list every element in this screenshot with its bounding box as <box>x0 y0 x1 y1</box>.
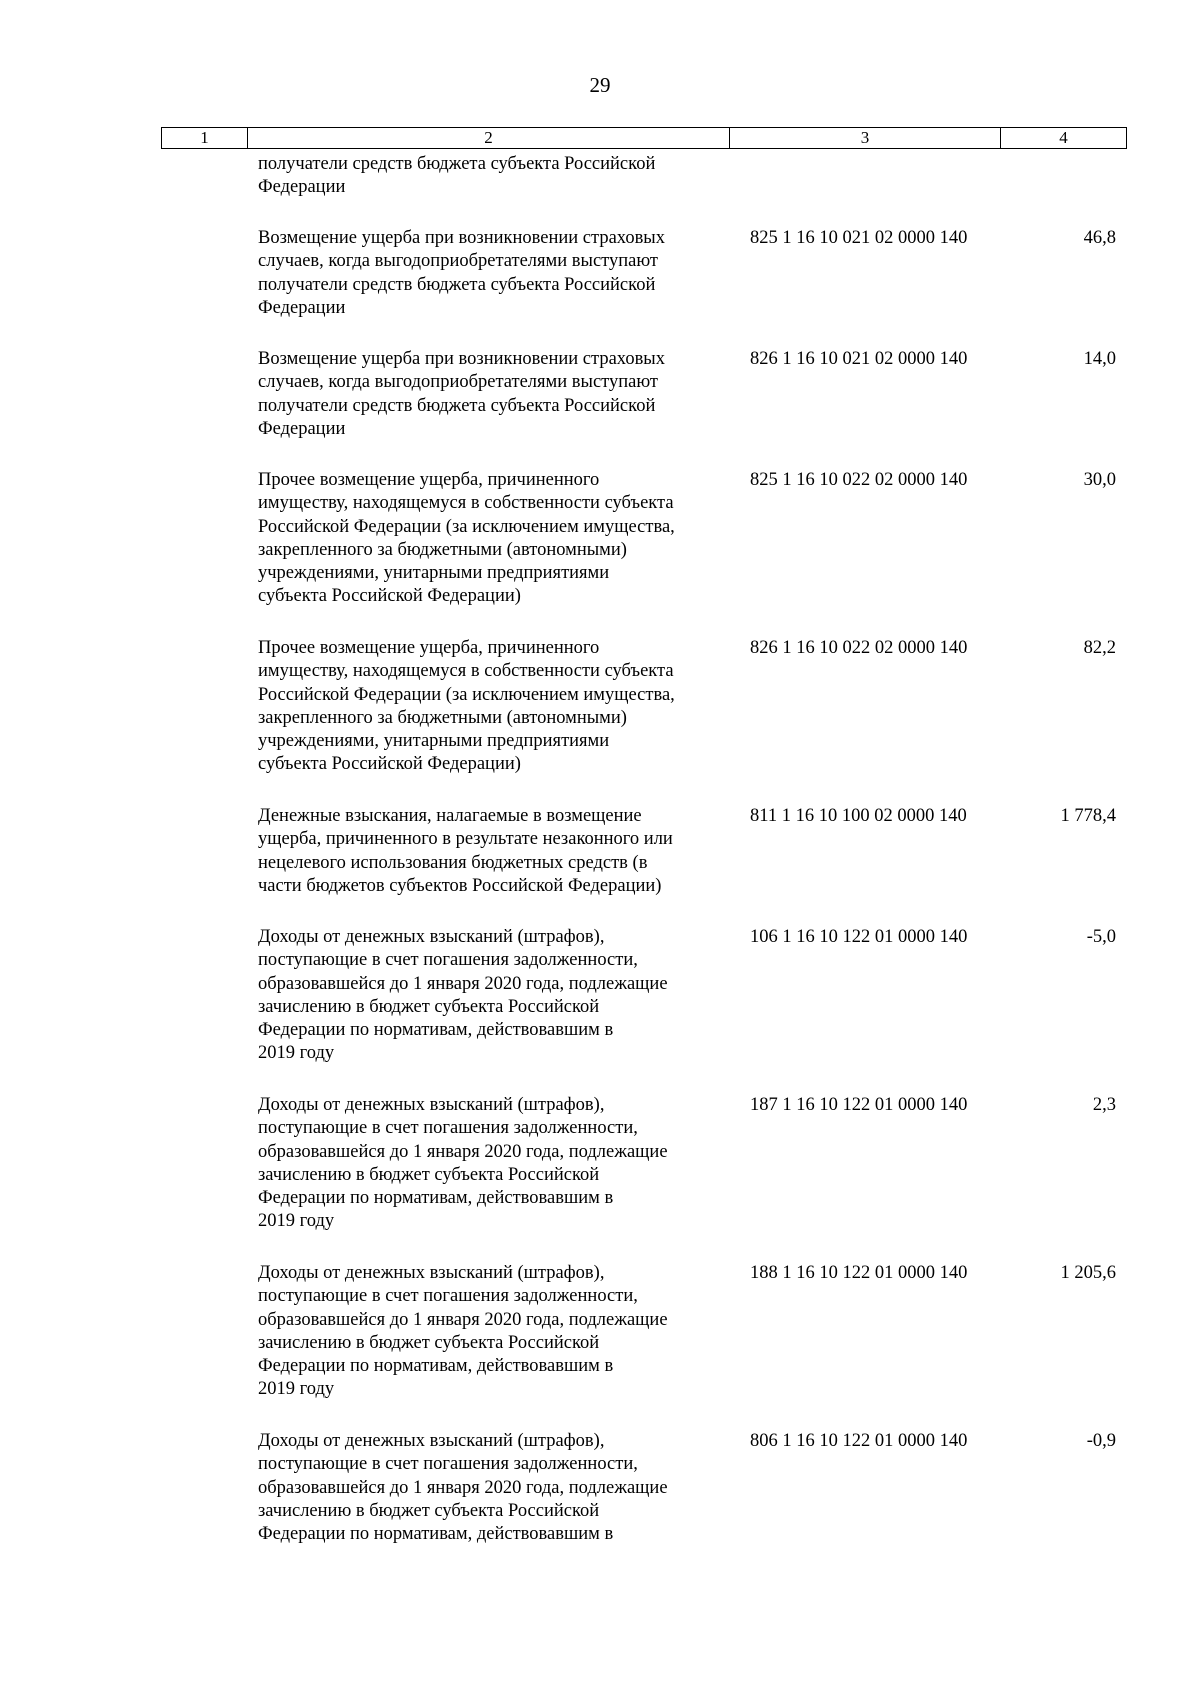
row-name: Доходы от денежных взысканий (штрафов), поступающие в счет погашения задолженности, образовавшейся до 1 января 2020 года, подлежащие зачислению в бюджет субъекта Российской Федерации по нормативам, действовавшим в 2019 году <box>258 1263 668 1400</box>
row-code: 188 1 16 10 122 01 0000 140 <box>750 1263 968 1283</box>
row-amount: 1 205,6 <box>1060 1263 1116 1283</box>
row-code: 187 1 16 10 122 01 0000 140 <box>750 1095 968 1115</box>
row-code: 825 1 16 10 021 02 0000 140 <box>750 228 968 248</box>
row-name: Прочее возмещение ущерба, причиненного имуществу, находящемуся в собственности субъекта Российской Федерации (за исключением имущества, закрепленного за бюджетными (автономными) учреждениями, унитарными предприятиями субъекта Российской Федерации) <box>258 638 675 775</box>
row-code: 806 1 16 10 122 01 0000 140 <box>750 1431 968 1451</box>
table-header-col-3: 3 <box>730 128 1001 148</box>
row-name: Доходы от денежных взысканий (штрафов), поступающие в счет погашения задолженности, образовавшейся до 1 января 2020 года, подлежащие зачислению в бюджет субъекта Российской Федерации по нормативам, действовавшим в <box>258 1431 668 1545</box>
row-amount: 82,2 <box>1083 638 1116 658</box>
row-name: получатели средств бюджета субъекта Российской Федерации <box>258 154 656 198</box>
row-code: 825 1 16 10 022 02 0000 140 <box>750 470 968 490</box>
table-header-col-1: 1 <box>162 128 248 148</box>
row-name: Доходы от денежных взысканий (штрафов), поступающие в счет погашения задолженности, образовавшейся до 1 января 2020 года, подлежащие зачислению в бюджет субъекта Российской Федерации по нормативам, действовавшим в 2019 году <box>258 1095 668 1232</box>
row-name: Денежные взыскания, налагаемые в возмещение ущерба, причиненного в результате незаконного или нецелевого использования бюджетных средств (в части бюджетов субъектов Российской Федерации) <box>258 806 673 896</box>
row-name: Возмещение ущерба при возникновении страховых случаев, когда выгодоприобретателями выступают получатели средств бюджета субъекта Российской Федерации <box>258 349 665 439</box>
row-name: Возмещение ущерба при возникновении страховых случаев, когда выгодоприобретателями выступают получатели средств бюджета субъекта Российской Федерации <box>258 228 665 318</box>
row-amount: 30,0 <box>1083 470 1116 490</box>
table-header-col-4: 4 <box>1059 128 1068 147</box>
table-header-row <box>161 127 1127 149</box>
row-name: Доходы от денежных взысканий (штрафов), поступающие в счет погашения задолженности, образовавшейся до 1 января 2020 года, подлежащие зачислению в бюджет субъекта Российской Федерации по нормативам, действовавшим в 2019 году <box>258 927 668 1064</box>
row-amount: -5,0 <box>1086 927 1116 947</box>
row-amount: 46,8 <box>1083 228 1116 248</box>
row-code: 826 1 16 10 022 02 0000 140 <box>750 638 968 658</box>
row-amount: 14,0 <box>1083 349 1116 369</box>
row-code: 826 1 16 10 021 02 0000 140 <box>750 349 968 369</box>
row-code: 811 1 16 10 100 02 0000 140 <box>750 806 967 826</box>
table-header-col-2: 2 <box>248 128 730 148</box>
page-number: 29 <box>589 73 611 97</box>
row-amount: 2,3 <box>1092 1095 1116 1115</box>
row-amount: -0,9 <box>1086 1431 1116 1451</box>
row-code: 106 1 16 10 122 01 0000 140 <box>750 927 968 947</box>
row-name: Прочее возмещение ущерба, причиненного имуществу, находящемуся в собственности субъекта Российской Федерации (за исключением имущества, закрепленного за бюджетными (автономными) учреждениями, унитарными предприятиями субъекта Российской Федерации) <box>258 470 675 607</box>
row-amount: 1 778,4 <box>1060 806 1116 826</box>
